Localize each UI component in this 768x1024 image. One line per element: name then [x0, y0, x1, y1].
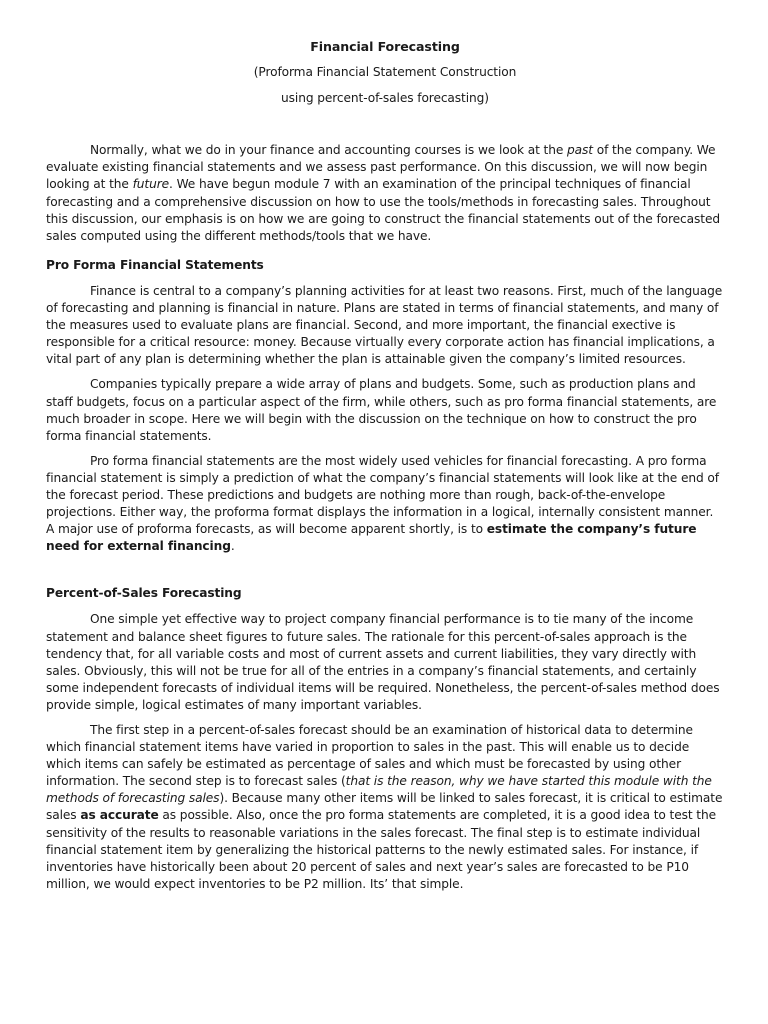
pos-p2-emphasis: that is the reason, why we have started this module with the methods of forecasting sales: [46, 774, 712, 806]
pro-forma-paragraph-2: Companies typically prepare a wide array of plans and budgets. Some, such as production plans and staff budgets, focus on a particular aspect of the firm, while others, such as pro forma financial statements, are much broader in scope. Here we will begin with the discussion on the technique on how to construct the pro forma financial statements.: [46, 377, 717, 443]
pro-forma-p3-end: .: [230, 539, 235, 554]
pro-forma-paragraph-1: Finance is central to a company’s planning activities for at least two reasons. First, much of the language of forecasting and planning is financial in nature. Plans are stated in terms of financial statements, and many of the measures used to evaluate plans are financial. Second, and more important, the financial exective is responsible for a critical resource: money. Because virtually every corporate action has financial implications, a vital part of any plan is determining whether the plan is attainable given the company’s limited resources.: [46, 283, 723, 367]
document-subtitle-line-1: (Proforma Financial Statement Construction: [253, 65, 517, 80]
intro-emphasis-past: past: [567, 143, 593, 158]
intro-emphasis-future: future: [132, 177, 170, 192]
pro-forma-p3-text: Pro forma financial statements are the most widely used vehicles for financial forecasting. A pro forma financial statement is simply a prediction of what the company’s financial statements will look like at the end of the forecast period. These predictions and budgets are nothing more than rough, back-of-the-envelope projections. Either way, the proforma format displays the information in a logical, internally consistent manner. A major use of proforma forecasts, as will become apparent shortly, is to: [46, 453, 719, 537]
percent-of-sales-paragraph-1: One simple yet effective way to project company financial performance is to tie many of the income statement and balance sheet figures to future sales. The rationale for this percent-of-sales approach is the tendency that, for all variable costs and most of current assets and current liabilities, they vary directly with sales. Obviously, this will not be true for all of the entries in a company’s financial statements, and certainly some independent forecasts of individual items will be required. Nonetheless, the percent-of-sales method does provide simple, logical estimates of many important variables.: [46, 612, 720, 712]
percent-of-sales-paragraph-2: [46, 722, 724, 893]
intro-text-2: of the company. We evaluate existing financial statements and we assess past performance. On this discussion, we will now begin looking at the: [46, 143, 716, 192]
pos-p2-text-c: as possible. Also, once the pro forma statements are completed, it is a good idea to test the sensitivity of the results to reasonable variations in the sales forecast. The final step is to estimate individual financial statement item by generalizing the historical patterns to the newly estimated sales. For instance, if inventories have historically been about 20 percent of sales and next year’s sales are forecasted to be P10 million, we would expect inventories to be P2 million. Its’ that simple.: [46, 808, 716, 891]
section-heading-percent-of-sales: Percent-of-Sales Forecasting: [46, 586, 242, 601]
pos-p2-bold: as accurate: [80, 808, 159, 823]
document-title: Financial Forecasting: [310, 39, 460, 54]
pro-forma-paragraph-3: [46, 453, 724, 556]
pos-p2-text-a: The first step in a percent-of-sales forecast should be an examination of historical data to determine which financial statement items have varied in proportion to sales in the past. This will enable us to decide which items can safely be estimated as percentage of sales and which must be forecasted by using other information. The second step is to forecast sales (: [46, 723, 693, 789]
section-heading-pro-forma: Pro Forma Financial Statements: [46, 257, 264, 272]
intro-text-1: Normally, what we do in your finance and accounting courses is we look at the: [90, 143, 568, 158]
intro-paragraph: [46, 142, 724, 245]
pos-p2-text-b: ). Because many other items will be linked to sales forecast, it is critical to estimate sales: [46, 791, 723, 823]
document-subtitle-line-2: using percent-of-sales forecasting): [281, 91, 489, 106]
pro-forma-p3-bold: estimate the company’s future need for external financing: [46, 522, 697, 554]
intro-text-3: . We have begun module 7 with an examination of the principal techniques of financial forecasting and a comprehensive discussion on how to use the tools/methods in forecasting sales. Throughout this discussion, our emphasis is on how we are going to construct the financial statements out of the forecasted sales computed using the different methods/tools that we have.: [46, 177, 720, 243]
